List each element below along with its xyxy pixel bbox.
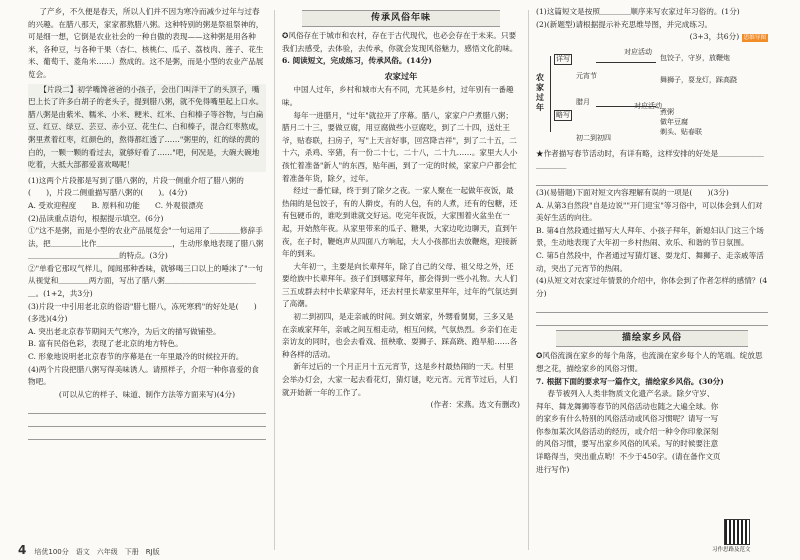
answer-line[interactable] <box>536 301 768 313</box>
mindmap-layue: 腊月 <box>576 97 590 106</box>
column-right <box>536 6 768 476</box>
question-2-note: ★作者描写春节活动时，有详有略，这样安排的好处是＿＿＿＿＿＿＿＿＿＿ <box>536 148 764 171</box>
question-2-score: (3+3，共6分) <box>689 32 740 42</box>
mindmap-activity-e: 剃头、贴春联 <box>660 127 702 136</box>
question-2: (2)品读重点语句，根据提示填空。(6分) <box>28 213 164 223</box>
question-1: (1)这两个片段都是写到了腊八粥的，片段一侧重介绍了腊八粥的( )，片段二侧重描写腊八粥的( )。(4分) <box>28 175 244 198</box>
mindmap-root: 农家过年 <box>536 71 544 112</box>
question-3-option-c: C. 第5自然段中，作者通过写猜灯谜、耍龙灯、舞狮子、走亲戚等活动，突出了元宵节的热闹。 <box>536 250 764 273</box>
section-intro: 风俗存在于城市和农村，存在于古代现代，也必会存在于未来。只要我们去感受，去体验，去传承，你就会发现风俗魅力，感悟文化韵味。 <box>282 31 518 53</box>
question-3-option-b: B. 第4自然段通过描写大人拜年、小孩子拜年，新媳妇认门这三个场景，生动地表现了大年初一乡村热闹、欢乐、和谐的节日氛围。 <box>536 225 764 248</box>
paragraph-2: 每年一进腊月，"过年"就拉开了序幕。腊八，家家户户煮腊八粥；腊月二十三，要做豆腐，用豆腐做些小豆腐吃，到了二十四，送灶王爷，贴春联，扫房子，写"上天言好事，回宫降吉祥"，到了二十五，二十六，杀鸡、宰猪，有一份二十七，二十八，二十九……。家里大人小孩忙着准备"新人"的东西，贴年画，到了一定的时候，家家户户都会忙着准备年货，除夕，过年。 <box>282 110 518 183</box>
answer-line[interactable] <box>536 174 768 186</box>
mindmap-activity-label-2: 对应活动 <box>634 101 662 110</box>
page-footer <box>18 543 160 557</box>
mind-map <box>536 48 768 148</box>
page-number: 4 <box>18 543 27 557</box>
question-6: 6. 阅读短文，完成练习，传承风俗。(14分) <box>282 56 432 66</box>
answer-line[interactable] <box>28 428 266 440</box>
mindmap-yuanxiao: 元宵节 <box>576 71 597 80</box>
paragraph-1: 中国人过年，乡村和城市大有不同，尤其是乡村，过年别有一番趣味。 <box>282 85 514 107</box>
section-banner: 描绘家乡风俗 <box>556 330 748 347</box>
question-2a: ①"这不是粥，而是小型的农业产品展览会"一句运用了＿＿＿＿修辞手法，把＿＿＿＿比作＿＿＿＿＿＿＿＿＿＿，生动形象地表现了腊八粥＿＿＿＿＿＿＿＿＿＿＿＿的特点。(3分) <box>28 226 264 261</box>
column-left <box>28 6 266 441</box>
column-middle <box>282 6 520 412</box>
answer-line[interactable] <box>536 314 768 326</box>
paragraph-3: 经过一番忙碌，终于到了除夕之夜。一家人聚在一起做年夜饭，最热闹的是包饺子，有的人擀皮，有的人包，有的人煮，还有的包糖，还有包硬币的，谁吃到谁就交好运。吃完年夜饭，大家围着火盆坐在一起，开始熬年夜。从家里带来的瓜子、糖果，大家边吃边聊天，直到午夜，在子时，鞭炮声从四面八方响起，大人小孩都出去放鞭炮，迎接新年的到来。 <box>282 186 518 259</box>
question-1-options: A. 受欢迎程度 B. 原料和功能 C. 外观很漂亮 <box>28 200 204 210</box>
mindmap-activity-label: 对应活动 <box>624 47 652 56</box>
question-4-hint: (可以从它的样子、味道、制作方法等方面来写)(4分) <box>58 389 236 399</box>
section-banner: 传承风俗年味 <box>302 10 500 27</box>
question-1: (1)这篇短文是按照＿＿＿＿顺序来写农家过年习俗的。(1分) <box>536 7 740 16</box>
answer-line[interactable] <box>28 415 266 427</box>
mindmap-detail: 详写 <box>556 54 570 63</box>
question-7-text: 春节被列入人类非物质文化遗产名录。除夕守岁、拜年、舞龙舞狮等春节的风俗活动也随之大遍全球。你的家乡有什么特别的风俗活动或风俗习惯呢？请写一写你参加某次风俗活动的经历，或介绍一种令你印象深刻的风俗习惯，要写出家乡风俗的风采。写的时候要注意详略得当，突出重点哟！不少于450字。(请在备作文页进行写作) <box>536 389 721 474</box>
star-icon: ✪ <box>536 351 543 361</box>
answer-line[interactable] <box>28 402 266 414</box>
qr-code-icon[interactable] <box>724 519 750 545</box>
question-3: (3)(易错题)下面对短文内容理解有误的一项是( )(3分) <box>536 187 729 197</box>
passage-two: 【片段二】初学嘴馋爸爸的小孩子，会出门叫洋干了的头顶子，嘴巴上长了许多白胡子的老头子，提到腊八粥，就不免得嘴里起上口水。腊八粥是由紫米、糯米、小米、粳米、红米、白和榛子等谷物，与白扁豆、红豆、绿豆、芸豆、赤小豆、花生仁、白和榛子，混合红枣熬成，粥里煮着红枣，红颜色的，熬得都红透了……"粥里的，红的绿的黄的白的，一颗一颗的看过去，就够好看了……"吧，何况是，大碗大碗地吃着，大抵大部都爱喜欢喝呢！ <box>28 84 266 172</box>
mindmap-tag: 思维导图 <box>743 35 766 42</box>
mindmap-activity-b: 舞狮子，耍龙灯，踩高跷 <box>660 75 737 84</box>
question-3: (3)片段一中引用老北京的俗语"腊七腊八，冻死寒鸦"的好处是( )(多选)(4分) <box>28 301 257 324</box>
question-4: (4)从短文对农家过年情景的介绍中，你体会到了作者怎样的感情？(4分) <box>536 276 768 298</box>
mindmap-chuer: 初二到初四 <box>576 133 611 142</box>
question-3-option-b: B. 富有民俗色彩，表现了老北京的地方特色。 <box>28 339 183 349</box>
question-2: (2)(新题型)请根据提示补充思维导图，并完成练习。 <box>536 19 713 29</box>
author-credit: (作者：宋燕。选文有删改) <box>430 400 520 410</box>
question-4: (4)两个片段把腊八粥写得美味诱人。请照样子，介绍一种你喜爱的食物吧。 <box>28 364 259 387</box>
mindmap-activity-d: 做年豆腐 <box>660 117 688 126</box>
question-7: 7. 根据下面的要求写一篇作文，描绘家乡风俗。(30分) <box>536 376 724 386</box>
section-intro: 风俗流淌在家乡的每个角落，也流淌在家乡每个人的笔端。绽放思想之花，描绘家乡的风俗习惯。 <box>536 351 763 373</box>
mindmap-activity-c: 煮粥 <box>660 107 674 116</box>
mindmap-brief: 略写 <box>556 110 570 119</box>
mindmap-activity-a: 包饺子，守岁，放鞭炮 <box>660 53 730 62</box>
column-divider <box>274 10 275 550</box>
paragraph-4: 大年初一，主要是向长辈拜年，除了自己的父母、祖父母之外，还要给族中长辈拜年。孩子们到哪家拜年，都会得到一些小礼物。大人们三五成群去村中长辈家拜年，还去村里长辈家里拜年，过年的气氛达到了高潮。 <box>282 261 518 309</box>
paragraph-5: 初二到初四，是走亲戚的时间。到女婿家，外甥看舅舅，三多又是在亲戚家拜年，亲戚之间互相走动，相互问候，气氛热烈。乡亲们在走亲访友的同时，也会去看戏、扭秧歌、耍狮子、踩高跷、跑旱船……各种各样的活动。 <box>282 312 518 359</box>
book-info: 培优100分 语文 六年级 下册 RJ版 <box>34 548 160 556</box>
column-divider <box>528 10 529 550</box>
question-2b: ②"单看它那叹气样儿，闻闻那种香味，就够喝三口以上的唾沫了"一句从视觉和＿＿＿＿两方面，写出了腊八粥＿＿＿＿＿＿＿＿＿＿＿＿＿。(1+2，共3分) <box>28 263 263 299</box>
passage-excerpt: 了产乡，不久便是春天，所以人们并不因为寒冷而减少过年与过春的兴趣。在腊八那天，家家都熬腊八粥。这种特别的粥是祭祖祭神的，可是细一想，它倒是农业社会的一种自傲的表现——这种粥是用各种米，各种豆，与各种干果（杏仁、核桃仁、瓜子、荔枝肉、莲子、花生米、葡萄干、菱角米……）熬成的。这不是粥，而是小型的农业产品展览会。 <box>28 7 264 79</box>
qr-label: 习作思路及范文 <box>712 547 751 553</box>
question-3-option-a: A. 突出老北京春节期间天气寒冷，为后文的描写做铺垫。 <box>28 326 221 336</box>
passage-title: 农家过年 <box>384 70 418 81</box>
star-icon: ✪ <box>282 31 289 40</box>
question-3-option-c: C. 形象地说明老北京春节的序幕是在一年里最冷的时候拉开的。 <box>28 352 244 362</box>
question-3-option-a: A. 从第3自然段"自是边说""开门迎宝"等习俗中，可以体会到人们对美好生活的向往。 <box>536 200 763 223</box>
paragraph-6: 新年过后的一个月正月十五元宵节，这是乡村最热闹的一天。村里会举办灯会，大家一起去看花灯，猜灯谜，吃元宵。元宵节过后，人们就开始新一年的工作了。 <box>282 362 518 397</box>
